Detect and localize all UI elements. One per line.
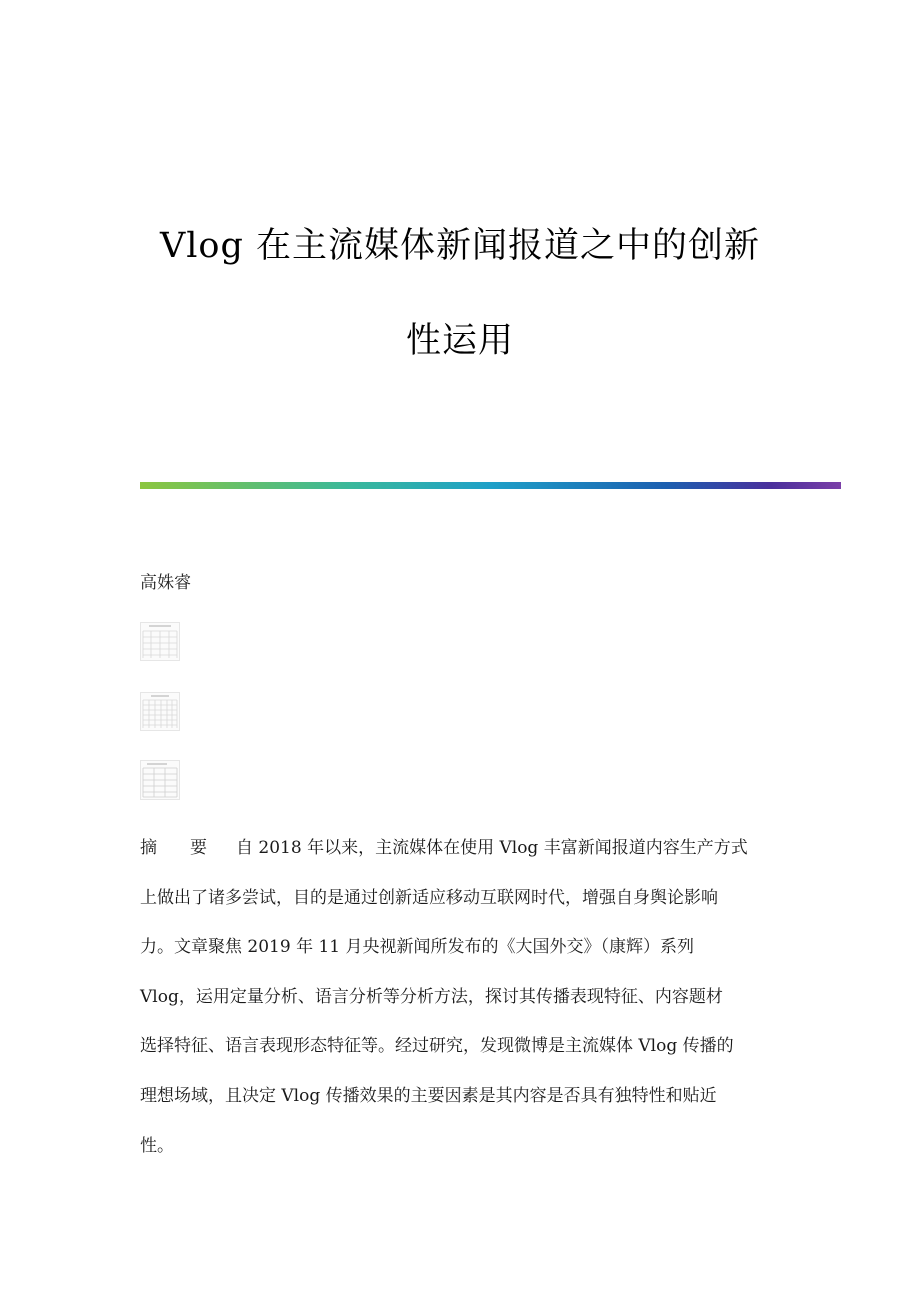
abstract bbox=[140, 824, 785, 1171]
title-line-2: 性运用 bbox=[405, 321, 514, 361]
table-thumbnail-1[interactable] bbox=[140, 622, 180, 661]
abstract-text: 自 2018 年以来，主流媒体在使用 Vlog 丰富新闻报道内容生产方式 bbox=[236, 838, 748, 858]
abstract-line-1 bbox=[140, 824, 785, 874]
abstract-line-2: 上做出了诸多尝试，目的是通过创新适应移动互联网时代，增强自身舆论影响 bbox=[140, 887, 718, 908]
table-image-icon bbox=[141, 623, 179, 660]
table-image-icon bbox=[141, 693, 179, 730]
abstract-label-yao: 要 bbox=[190, 838, 207, 858]
table-image-icon bbox=[141, 761, 179, 799]
abstract-line-4: Vlog，运用定量分析、语言分析等分析方法，探讨其传播表现特征、内容题材 bbox=[140, 986, 723, 1007]
table-thumbnail-2[interactable] bbox=[140, 692, 180, 731]
abstract-line-6: 理想场域，且决定 Vlog 传播效果的主要因素是其内容是否具有独特性和贴近 bbox=[140, 1085, 717, 1106]
gradient-divider bbox=[140, 482, 841, 489]
author-name: 高姝睿 bbox=[140, 573, 191, 593]
abstract-line-7: 性。 bbox=[140, 1135, 174, 1156]
title-line-1: Vlog 在主流媒体新闻报道之中的创新 bbox=[159, 226, 761, 266]
abstract-line-5: 选择特征、语言表现形态特征等。经过研究，发现微博是主流媒体 Vlog 传播的 bbox=[140, 1036, 734, 1057]
abstract-label-zhai: 摘 bbox=[140, 838, 157, 858]
table-thumbnail-3[interactable] bbox=[140, 760, 180, 800]
abstract-line-3: 力。文章聚焦 2019 年 11 月央视新闻所发布的《大国外交》（康辉）系列 bbox=[140, 937, 695, 958]
